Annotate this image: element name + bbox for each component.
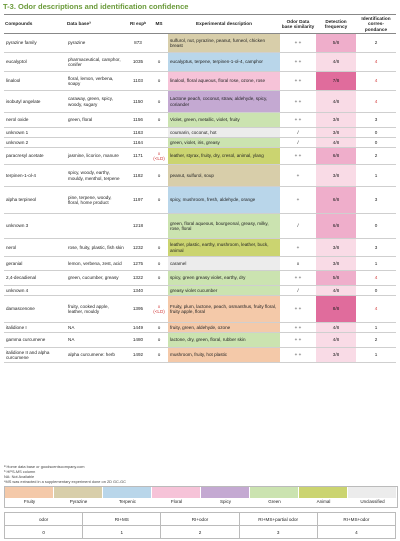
compound-cell: unknown 4 [4,286,66,296]
description-cell: greasy violet cucumber [168,286,280,296]
similarity-cell: + + [280,348,316,363]
database-cell: spicy, woody, earthy, mouldy, menthol, terpene [66,165,126,187]
legend-item [348,487,397,507]
compound-cell: nerol oxide [4,113,66,128]
scale-label: RI+MS [83,513,161,526]
ri-cell: 1171 [126,148,150,165]
database-cell [66,286,126,296]
confidence-cell: 1 [356,165,396,187]
frequency-cell: 4/8 [316,333,356,348]
frequency-cell: 5/8 [316,34,356,53]
database-cell: fruity, cooked apple, leather, mouldy [66,296,126,323]
ri-cell: 1163 [126,128,150,138]
ms-cell: o [150,165,168,187]
compound-cell: gamma curcumene [4,333,66,348]
database-cell: NA [66,333,126,348]
similarity-cell: + [280,239,316,257]
category-legend [4,486,398,508]
ms-cell: o [150,53,168,72]
confidence-cell: 2 [356,148,396,165]
footnote: ᵇ HPS-MS column [4,469,36,474]
similarity-cell: + + [280,113,316,128]
ms-cell: o [150,187,168,214]
ri-cell: 1218 [126,214,150,239]
table-row [4,53,396,72]
description-cell: coumarin, coconut, hot [168,128,280,138]
frequency-cell: 4/8 [316,53,356,72]
compound-cell: nerol [4,239,66,257]
header-compounds: Compounds [4,15,66,34]
legend-label: Floral [152,498,201,506]
header-similarity: Odor Data base similarity [280,15,316,34]
ms-cell: o [150,72,168,91]
database-cell: caraway, green, spicy, woody, sugary [66,91,126,113]
similarity-cell: + + [280,271,316,286]
frequency-cell: 5/8 [316,271,356,286]
table-row [4,214,396,239]
ms-cell: o [150,323,168,333]
table-row [4,128,396,138]
frequency-cell: 6/8 [316,214,356,239]
similarity-cell: + + [280,323,316,333]
ri-cell: 1150 [126,91,150,113]
confidence-cell: 0 [356,128,396,138]
frequency-cell: 4/8 [316,91,356,113]
ms-cell [150,286,168,296]
frequency-cell: 7/8 [316,72,356,91]
confidence-cell: 2 [356,333,396,348]
confidence-scale-table [4,512,396,539]
ri-cell: 1449 [126,323,150,333]
legend-label: Pyrazine [54,498,103,506]
description-cell: green, floral aqueous, bourgeonal, greasy, milky, rose, floral [168,214,280,239]
similarity-cell: + [280,187,316,214]
compound-cell: paracresyl acetate [4,148,66,165]
table-row [4,91,396,113]
header-database: Data baseª [66,15,126,34]
table-row [4,72,396,91]
database-cell: alpha curcumene: herb [66,348,126,363]
similarity-cell: + + [280,148,316,165]
table-row [4,271,396,286]
table-row [4,148,396,165]
ri-cell: 1395 [126,296,150,323]
ms-cell: o [150,348,168,363]
confidence-cell: 4 [356,72,396,91]
database-cell: rose, fruity, plastic, fish skin [66,239,126,257]
table-row [4,348,396,363]
ms-cell: x (<LD) [150,148,168,165]
scale-value: 4 [317,526,395,539]
compound-cell: eucalyptol [4,53,66,72]
ri-cell: 873 [126,34,150,53]
similarity-cell: + + [280,91,316,113]
confidence-cell: 1 [356,323,396,333]
ms-cell [150,34,168,53]
compound-cell: alpha terpineol [4,187,66,214]
footnote: NA: Not Available [4,474,35,479]
database-cell: floral, lemon, verbena, soapy [66,72,126,91]
header-confidence: Identification corres-pondance [356,15,396,34]
legend-swatch [348,487,397,498]
compound-cell: isobutyl angelate [4,91,66,113]
description-cell: fruity, green, aldehyde, ozone [168,323,280,333]
header-ri: RI expᵇ [126,15,150,34]
legend-item [103,487,152,507]
confidence-cell: 3 [356,113,396,128]
similarity-cell: + + [280,296,316,323]
confidence-cell: 0 [356,286,396,296]
table-row [4,286,396,296]
legend-swatch [5,487,54,498]
legend-label: Green [250,498,299,506]
ms-cell: o [150,271,168,286]
confidence-cell: 0 [356,138,396,148]
legend-item [54,487,103,507]
similarity-cell: + + [280,34,316,53]
compound-cell: unknown 1 [4,128,66,138]
frequency-cell: 3/8 [316,348,356,363]
legend-item [299,487,348,507]
confidence-cell: 3 [356,239,396,257]
database-cell: jasmine, licorice, manure [66,148,126,165]
compound-cell: italidione II and alpha curcumene [4,348,66,363]
description-cell: spicy, green greasy violet, earthy, dry [168,271,280,286]
ri-cell: 1322 [126,271,150,286]
frequency-cell: 4/8 [316,323,356,333]
ri-cell: 1197 [126,187,150,214]
confidence-cell: 2 [356,34,396,53]
description-cell: eucalyptus, terpene, terpinen-1-ol-4, camphor [168,53,280,72]
compound-cell: unknown 3 [4,214,66,239]
description-cell: spicy, mushroom, fresh, aldehyde, orange [168,187,280,214]
scale-values-row [5,526,396,539]
ms-cell [150,214,168,239]
ms-cell [150,138,168,148]
ms-cell: o [150,333,168,348]
legend-label: Terpenic [103,498,152,506]
ri-cell: 1232 [126,239,150,257]
scale-label: odor [5,513,83,526]
confidence-cell: 1 [356,348,396,363]
confidence-cell: 1 [356,257,396,271]
legend-item [152,487,201,507]
description-cell: linalool, floral aqueous, floral rose, ozone, rose [168,72,280,91]
confidence-cell: 0 [356,214,396,239]
scale-value: 3 [239,526,317,539]
compound-cell: italidione I [4,323,66,333]
similarity-cell: + + [280,72,316,91]
ms-cell: o [150,113,168,128]
scale-label: RI+MS+partial odor [239,513,317,526]
legend-label: Fruity [5,498,54,506]
similarity-cell: + + [280,333,316,348]
database-cell: pharmaceutical, camphor, conifer [66,53,126,72]
ms-cell: o [150,257,168,271]
footnote: *MS was extracted in a supplementary experiment done on 2D GC-GC [4,479,126,484]
database-cell: lemon, verbena, zest, acid [66,257,126,271]
ri-cell: 1035 [126,53,150,72]
database-cell [66,128,126,138]
scale-value: 0 [5,526,83,539]
description-cell: Lactone peach, coconut, straw, aldehyde, spicy, coriander [168,91,280,113]
database-cell: pine, terpene, woody, floral, home product [66,187,126,214]
footnotes [4,464,126,484]
legend-swatch [54,487,103,498]
database-cell: pyrazine [66,34,126,53]
compound-cell: damascenone [4,296,66,323]
compound-cell: linalool [4,72,66,91]
legend-item [250,487,299,507]
scale-labels-row [5,513,396,526]
scale-value: 1 [83,526,161,539]
legend-swatch [299,487,348,498]
confidence-cell: 3 [356,187,396,214]
ri-cell: 1340 [126,286,150,296]
similarity-cell: / [280,286,316,296]
compound-cell: 2,4-decadienal [4,271,66,286]
table-row [4,257,396,271]
description-cell: Fruity, plum, lactone, peach, osmanthus, fruity floral, fruity apple, floral [168,296,280,323]
table-row [4,296,396,323]
compound-cell: geranial [4,257,66,271]
description-cell: Violet, green, metallic, violet, fruity [168,113,280,128]
ms-cell: o [150,91,168,113]
database-cell: green, floral [66,113,126,128]
legend-swatch [250,487,299,498]
legend-item [201,487,250,507]
database-cell: green, cucumber, greasy [66,271,126,286]
table-row [4,333,396,348]
compound-cell: pyrazine family [4,34,66,53]
ms-cell: o [150,239,168,257]
description-cell: peanut, sulfurol, soup [168,165,280,187]
description-cell: leather, styrax, fruity, dry, cresol, animal, ylang [168,148,280,165]
legend-label: Spicy [201,498,250,506]
frequency-cell: 6/8 [316,187,356,214]
confidence-cell: 4 [356,53,396,72]
ri-cell: 1156 [126,113,150,128]
legend-label: Unclassified [348,498,397,506]
table-title: T-3. Odor descriptions and identification confidence [3,2,189,11]
frequency-cell: 3/8 [316,165,356,187]
ri-cell: 1480 [126,333,150,348]
legend-swatch [152,487,201,498]
compound-cell: unknown 2 [4,138,66,148]
database-cell: NA [66,323,126,333]
legend-label: Animal [299,498,348,506]
header-description: Experimental description [168,15,280,34]
table-row [4,239,396,257]
header-row [4,15,396,34]
ri-cell: 1182 [126,165,150,187]
header-frequency: Detection frequency [316,15,356,34]
table-row [4,323,396,333]
database-cell [66,138,126,148]
header-ms: MS [150,15,168,34]
scale-value: 2 [161,526,239,539]
frequency-cell: 4/8 [316,138,356,148]
table-row [4,187,396,214]
table-row [4,113,396,128]
similarity-cell: + [280,165,316,187]
ri-cell: 1275 [126,257,150,271]
description-cell: leather, plastic, earthy, mushroom, leather, buck, animal [168,239,280,257]
ri-cell: 1103 [126,72,150,91]
frequency-cell: 4/8 [316,286,356,296]
table-row [4,138,396,148]
ms-cell [150,128,168,138]
confidence-cell: 4 [356,91,396,113]
compound-cell: terpinen-1-ol-4 [4,165,66,187]
ri-cell: 1164 [126,138,150,148]
table-row [4,34,396,53]
footnote: ª Home data base or goodscentscompany.com [4,464,85,469]
frequency-cell: 8/8 [316,296,356,323]
similarity-cell: / [280,214,316,239]
frequency-cell: 3/8 [316,257,356,271]
confidence-cell: 4 [356,271,396,286]
scale-label: RI+MS+odor [317,513,395,526]
database-cell [66,214,126,239]
similarity-cell: / [280,128,316,138]
description-cell: lactone, dry, green, floral, rubber skin [168,333,280,348]
similarity-cell: / [280,138,316,148]
legend-swatch [103,487,152,498]
ms-cell: x (<LD) [150,296,168,323]
odor-table [4,14,396,363]
similarity-cell: + + [280,53,316,72]
description-cell: mushroom, fruity, hot plastic [168,348,280,363]
similarity-cell: x [280,257,316,271]
description-cell: green, violet, iris, greasy [168,138,280,148]
table-row [4,165,396,187]
ri-cell: 1492 [126,348,150,363]
description-cell: caramel [168,257,280,271]
legend-swatch [201,487,250,498]
scale-label: RI+odor [161,513,239,526]
frequency-cell: 3/8 [316,239,356,257]
legend-item [5,487,54,507]
frequency-cell: 3/8 [316,128,356,138]
frequency-cell: 6/8 [316,148,356,165]
description-cell: sulfurol, nut, pyrazine, peanut, furneol, chicken breast [168,34,280,53]
confidence-cell: 4 [356,296,396,323]
frequency-cell: 3/8 [316,113,356,128]
